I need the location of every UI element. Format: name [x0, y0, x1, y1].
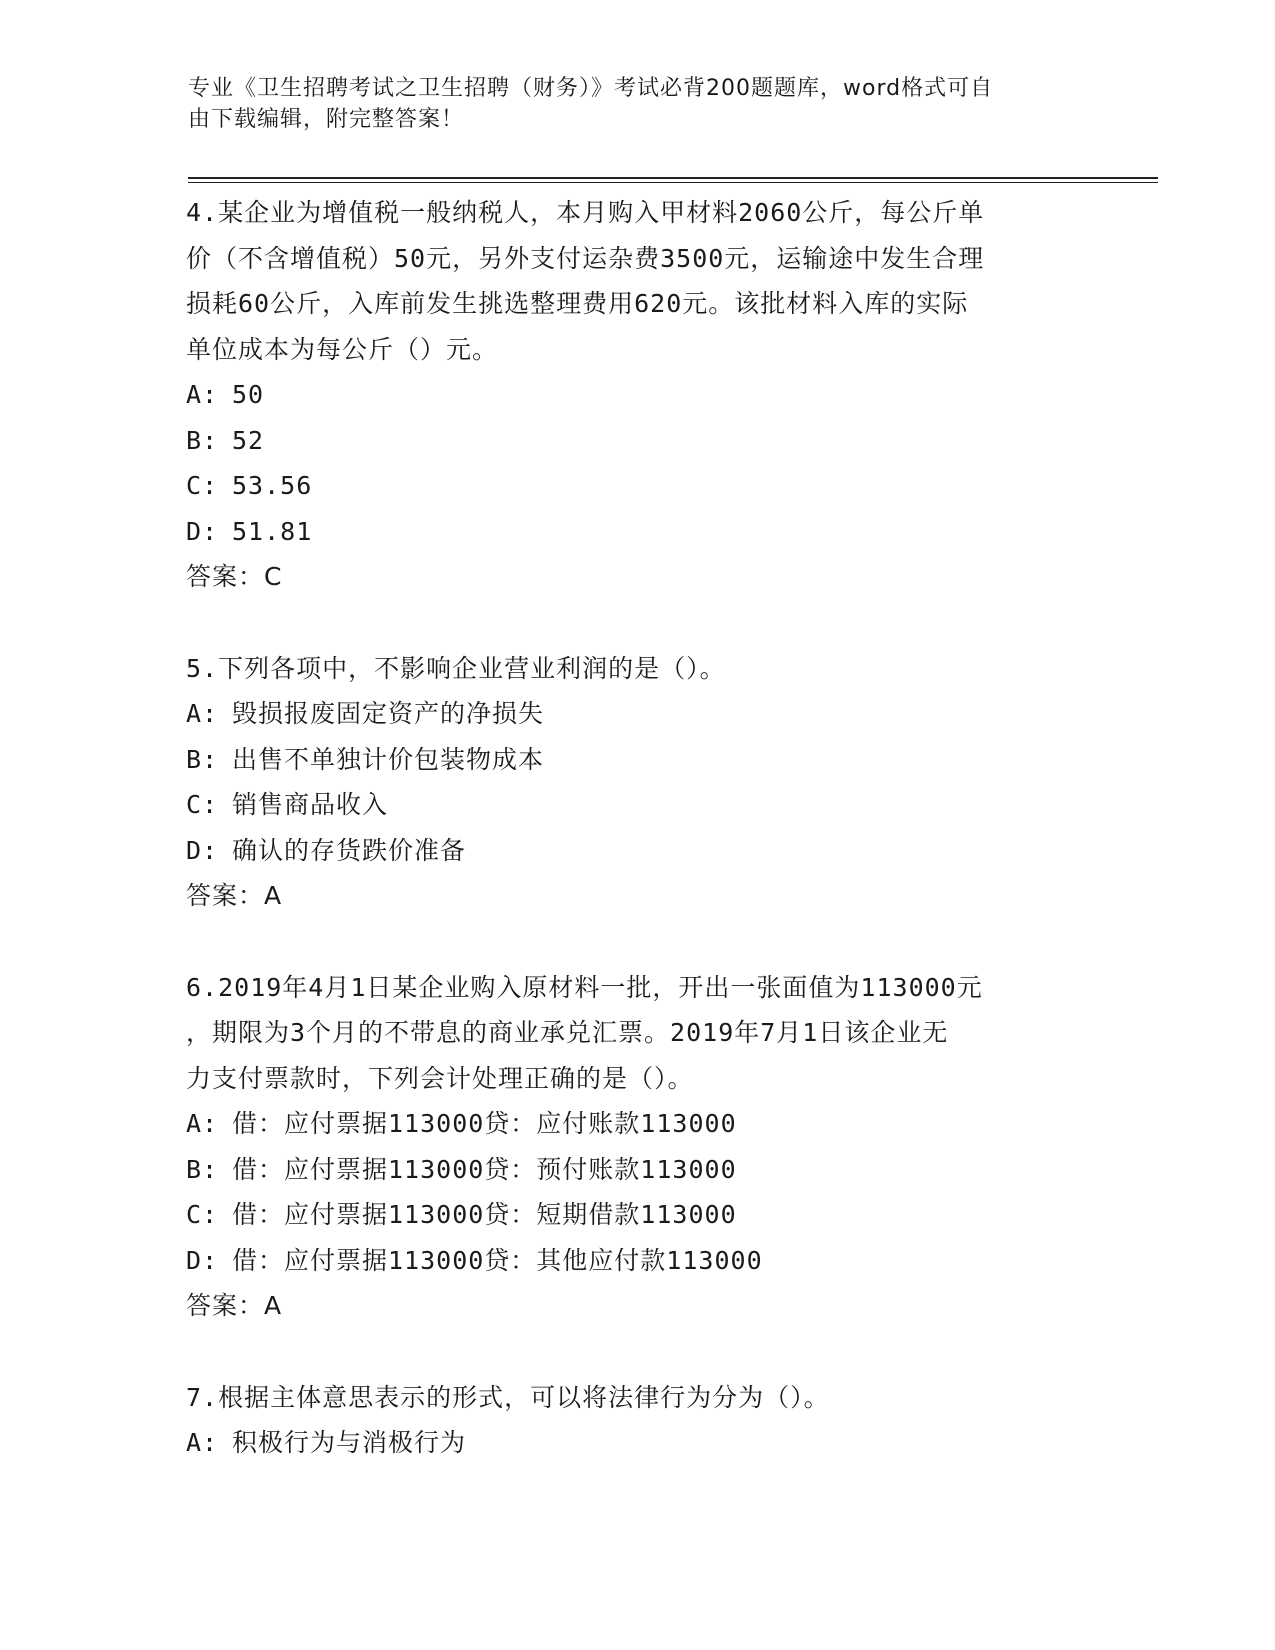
header-title-line-2: 由下载编辑，附完整答案！ — [188, 107, 465, 132]
answer-option — [186, 1192, 1086, 1238]
option-label: A: — [186, 1109, 219, 1138]
option-text: 出售不单独计价包装物成本 — [232, 744, 545, 774]
question-stem-line: ，期限为3个月的不带息的商业承兑汇票。2019年7月1日该企业无 — [186, 1018, 949, 1047]
option-text: 借：应付票据113000贷：应付账款113000 — [232, 1109, 737, 1138]
question-block — [186, 190, 1086, 600]
option-label: C: — [186, 790, 219, 819]
option-text: 53.56 — [232, 471, 313, 500]
question-stem-line: 力支付票款时，下列会计处理正确的是（）。 — [186, 1063, 694, 1093]
option-text: 确认的存货跌价准备 — [232, 835, 467, 865]
option-text: 借：应付票据113000贷：预付账款113000 — [232, 1154, 737, 1184]
question-block — [186, 1375, 1086, 1466]
option-label: A: — [186, 1428, 219, 1457]
option-text: 51.81 — [232, 516, 313, 546]
answer-option — [186, 737, 1086, 783]
option-label: A: — [186, 380, 219, 409]
answer-key: 答案：C — [186, 562, 283, 591]
answer-option — [186, 1101, 1086, 1147]
answer-option — [186, 828, 1086, 874]
question-list — [186, 190, 1086, 1466]
option-text: 50 — [232, 380, 265, 409]
answer-option — [186, 372, 1086, 418]
answer-option — [186, 463, 1086, 509]
answer-key: 答案：A — [186, 881, 283, 910]
question-stem-line: 4.某企业为增值税一般纳税人，本月购入甲材料2060公斤，每公斤单 — [186, 198, 985, 227]
option-text: 积极行为与消极行为 — [232, 1428, 467, 1457]
option-label: C: — [186, 1200, 219, 1229]
question-block — [186, 646, 1086, 919]
question-stem-line: 5.下列各项中，不影响企业营业利润的是（）。 — [186, 653, 726, 683]
header-divider-thick — [188, 177, 1158, 179]
answer-option — [186, 782, 1086, 828]
question-block — [186, 965, 1086, 1329]
answer-option — [186, 1147, 1086, 1193]
option-text: 借：应付票据113000贷：短期借款113000 — [232, 1200, 737, 1229]
option-label: D: — [186, 835, 219, 865]
answer-option — [186, 1238, 1086, 1284]
option-label: D: — [186, 1245, 219, 1275]
question-spacer — [186, 600, 1086, 646]
answer-option — [186, 691, 1086, 737]
option-label: B: — [186, 744, 219, 774]
question-stem-line: 7.根据主体意思表示的形式，可以将法律行为分为（）。 — [186, 1382, 830, 1412]
question-stem-line: 价（不含增值税）50元，另外支付运杂费3500元，运输途中发生合理 — [186, 243, 985, 273]
header-divider-thin — [188, 182, 1158, 183]
option-text: 销售商品收入 — [232, 790, 389, 819]
question-spacer — [186, 919, 1086, 965]
option-label: A: — [186, 699, 219, 728]
option-label: B: — [186, 425, 219, 455]
option-text: 借：应付票据113000贷：其他应付款113000 — [232, 1245, 763, 1275]
option-text: 毁损报废固定资产的净损失 — [232, 699, 545, 728]
option-label: B: — [186, 1154, 219, 1184]
header-title-line-1: 专业《卫生招聘考试之卫生招聘（财务）》考试必背200题题库，word格式可自 — [188, 76, 994, 101]
option-label: C: — [186, 471, 219, 500]
question-stem-line: 6.2019年4月1日某企业购入原材料一批，开出一张面值为113000元 — [186, 972, 983, 1002]
option-text: 52 — [232, 425, 265, 455]
document-header — [188, 73, 1068, 135]
answer-option — [186, 418, 1086, 464]
question-spacer — [186, 1329, 1086, 1375]
answer-option — [186, 1420, 1086, 1466]
question-stem-line: 损耗60公斤，入库前发生挑选整理费用620元。该批材料入库的实际 — [186, 289, 969, 318]
option-label: D: — [186, 516, 219, 546]
question-stem-line: 单位成本为每公斤（）元。 — [186, 334, 499, 364]
answer-key: 答案：A — [186, 1291, 283, 1320]
answer-option — [186, 509, 1086, 555]
